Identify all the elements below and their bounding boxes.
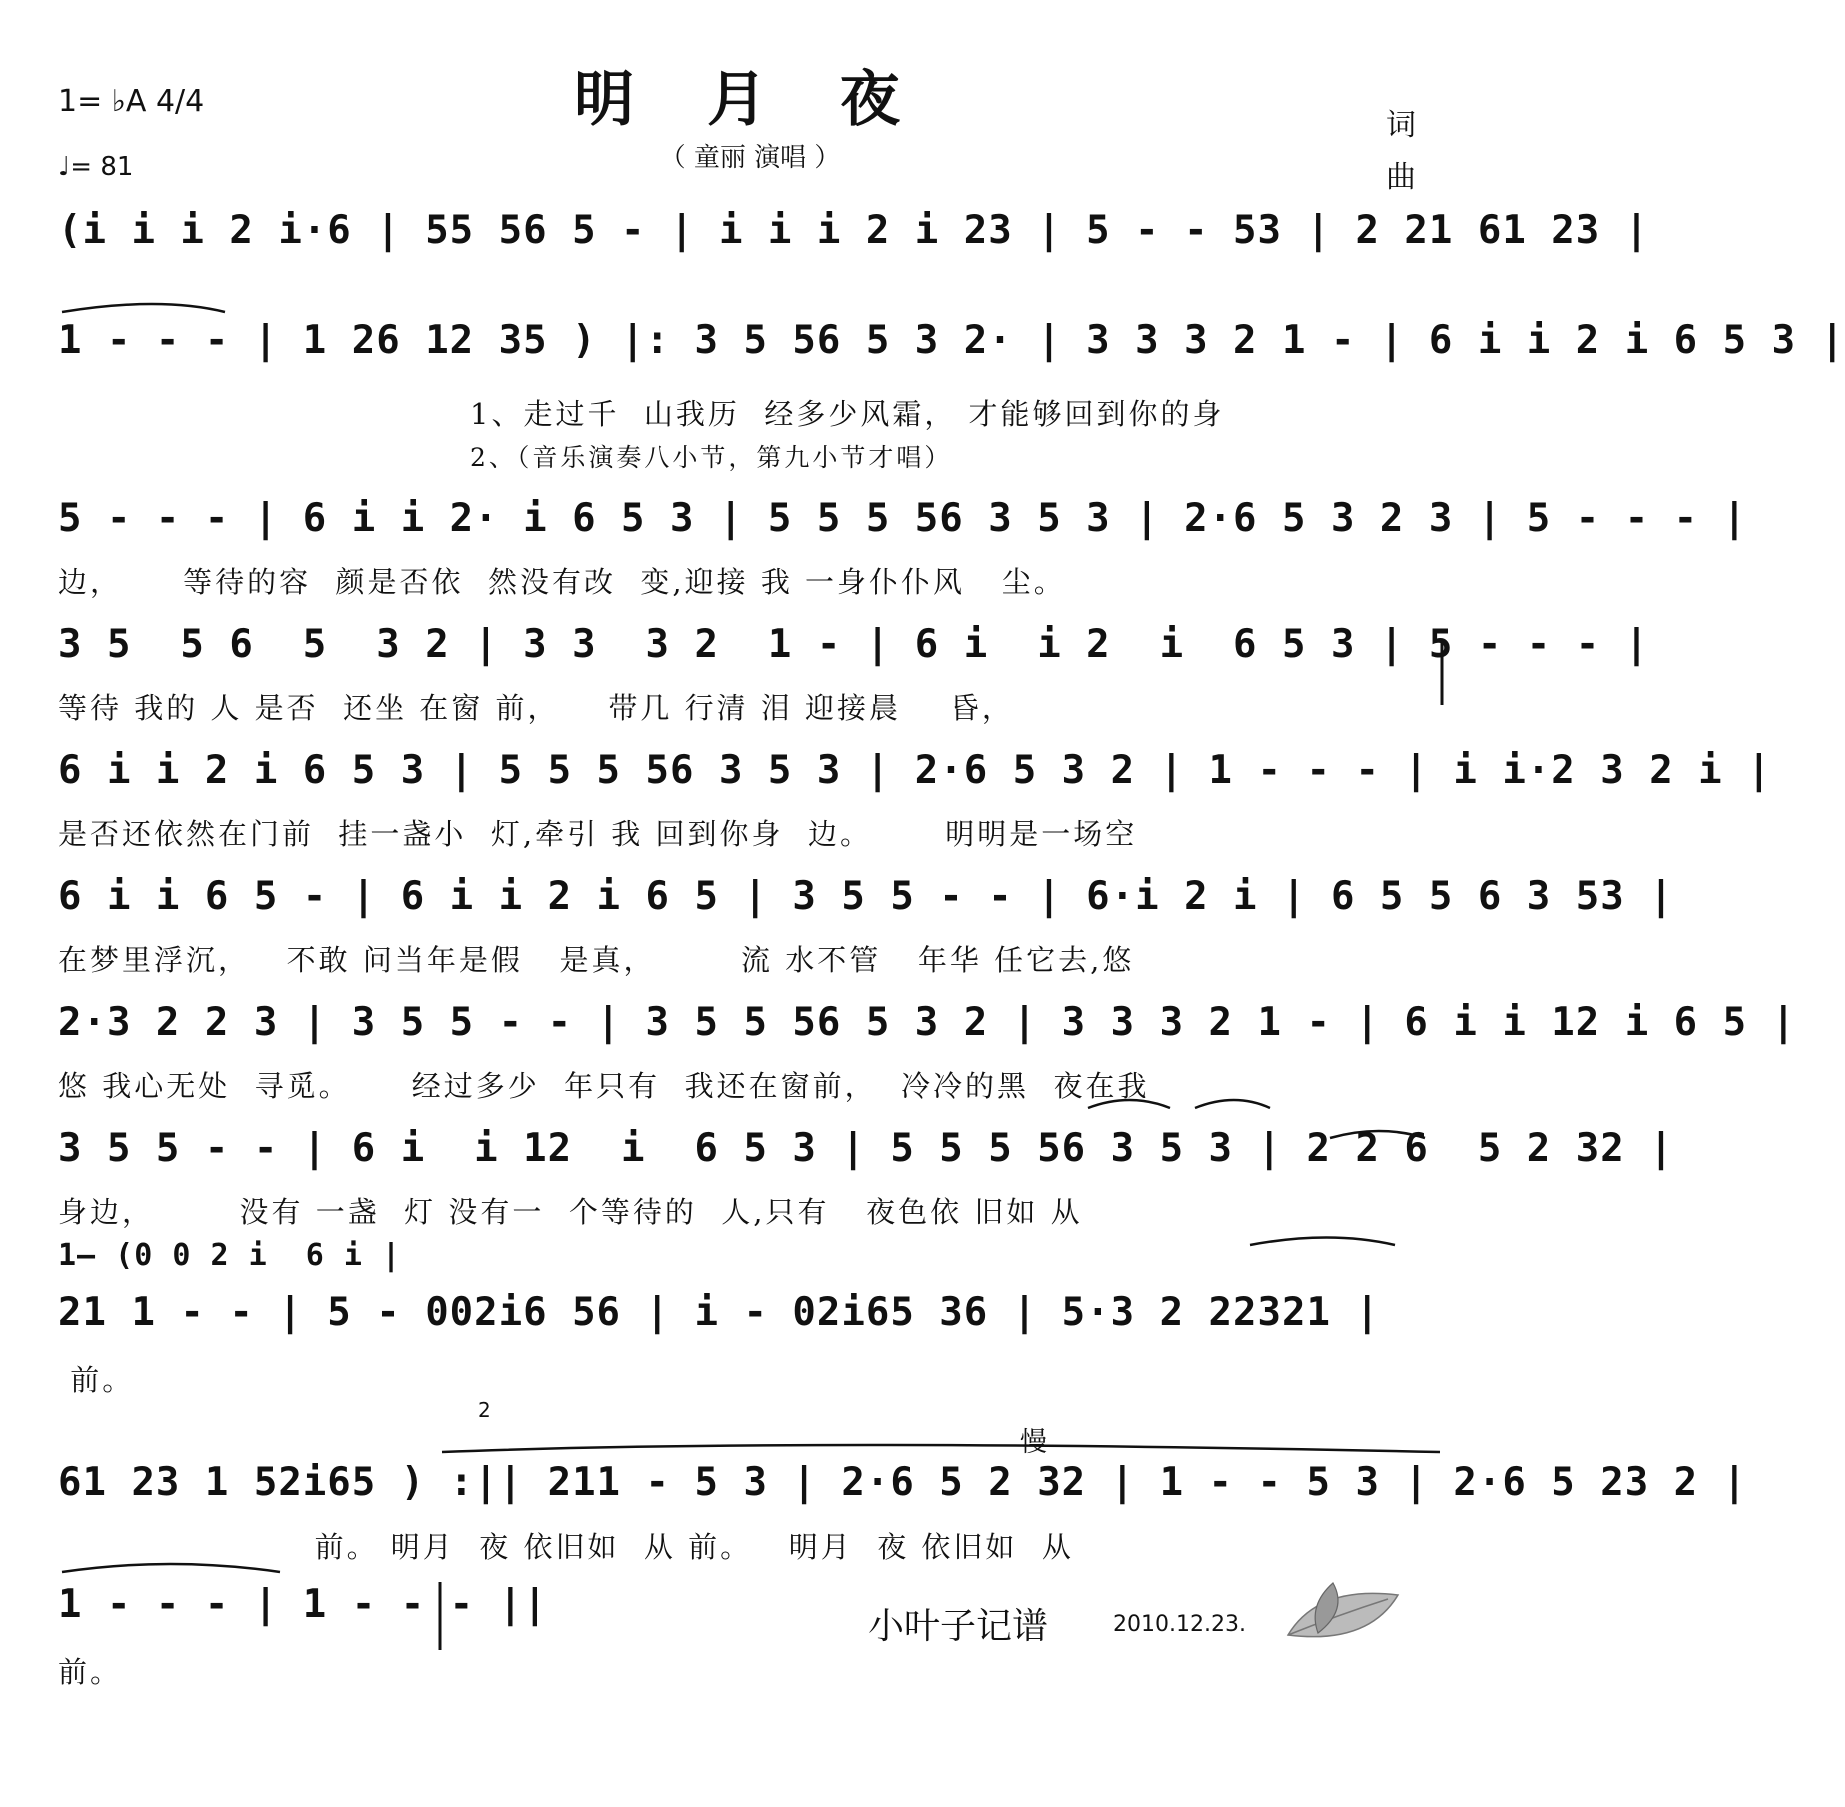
lyrics-line-7: 悠 我心无处 寻觅。 经过多少 年只有 我还在窗前， 冷冷的黑 夜在我 [58,1069,1150,1103]
lyrics-line-5: 是否还依然在门前 挂一盏小 灯,牵引 我 回到你身 边。 明明是一场空 [58,817,1138,851]
volta-second-ending: 2 [478,1398,491,1422]
song-title: 明 月 夜 [574,65,926,135]
singer-credit: （ 童丽 演唱 ） [659,143,841,173]
transcription-date: 2010.12.23. [1113,1612,1246,1637]
notation-line-6: 6 i i 6 5 - | 6 i i 2 i 6 5 | 3 5 5 - - | 6·i 2 i | 6 5 5 6 3 53 | [58,874,1674,919]
lyrics-line-2a: 1、走过千 山我历 经多少风霜， 才能够回到你的身 [470,397,1225,431]
transcriber-credit: 小叶子记谱 [868,1606,1049,1647]
tempo-slow-mark: 慢 [1020,1427,1047,1458]
lyrics-line-11: 前。 [58,1655,123,1689]
lyrics-line-6: 在梦里浮沉， 不敢 问当年是假 是真， 流 水不管 年华 任它去,悠 [58,943,1135,977]
notation-line-4: 3 5 5 6 5 3 2 | 3 3 3 2 1 - | 6 i i 2 i 6 5 3 | 5 - - - | [58,622,1650,667]
notation-line-5: 6 i i 2 i 6 5 3 | 5 5 5 56 3 5 3 | 2·6 5 3 2 | 1 - - - | i i·2 3 2 i | [58,748,1772,793]
notation-line-2: 1 - - - | 1 26 12 35 ) |: 3 5 56 5 3 2· | 3 3 3 2 1 - | 6 i i 2 i 6 5 3 | [58,318,1845,363]
notation-line-9: 21 1 - - | 5 - 002i6 56 | i - 02i65 36 | 5·3 2 22321 | [58,1290,1380,1335]
notation-line-3: 5 - - - | 6 i i 2· i 6 5 3 | 5 5 5 56 3 5 3 | 2·6 5 3 2 3 | 5 - - - | [58,496,1748,541]
notation-line-1: (i i i 2 i·6 | 55 56 5 - | i i i 2 i 23 | 5 - - 53 | 2 21 61 23 | [58,208,1650,253]
tempo-mark: ♩= 81 [58,152,134,182]
lyrics-line-2b: 2、（音乐演奏八小节，第九小节才唱） [470,443,953,472]
lyrics-line-8: 身边， 没有 一盏 灯 没有一 个等待的 人,只有 夜色依 旧如 从 [58,1195,1083,1229]
notation-line-8: 3 5 5 - - | 6 i i 12 i 6 5 3 | 5 5 5 56 3 5 3 | 2 2 6 5 2 32 | [58,1126,1674,1171]
key-signature: 1= ♭A 4/4 [58,84,205,119]
notation-line-11: 1 - - - | 1 - - - || [58,1582,548,1627]
notation-line-7: 2·3 2 2 3 | 3 5 5 - - | 3 5 5 56 5 3 2 | 3 3 3 2 1 - | 6 i i 12 i 6 5 | [58,1000,1797,1045]
volta-first-ending: 1— (0 0 2 i 6 i | [58,1238,402,1273]
lyrics-line-9: 前。 [58,1363,135,1397]
notation-line-10: 61 23 1 52i65 ) :|| 211 - 5 3 | 2·6 5 2 32 | 1 - - 5 3 | 2·6 5 23 2 | [58,1460,1748,1505]
lyricist-label: 词 [1386,108,1416,143]
lyrics-line-4: 等待 我的 人 是否 还坐 在窗 前， 带几 行清 泪 迎接晨 昏， [58,691,1014,725]
leaf-icon [1278,1575,1408,1655]
composer-label: 曲 [1386,160,1416,195]
lyrics-line-3: 边， 等待的容 颜是否依 然没有改 变,迎接 我 一身仆仆风 尘。 [58,565,1066,599]
lyrics-line-10: 前。 明月 夜 依旧如 从 前。 明月 夜 依旧如 从 [58,1530,1074,1564]
